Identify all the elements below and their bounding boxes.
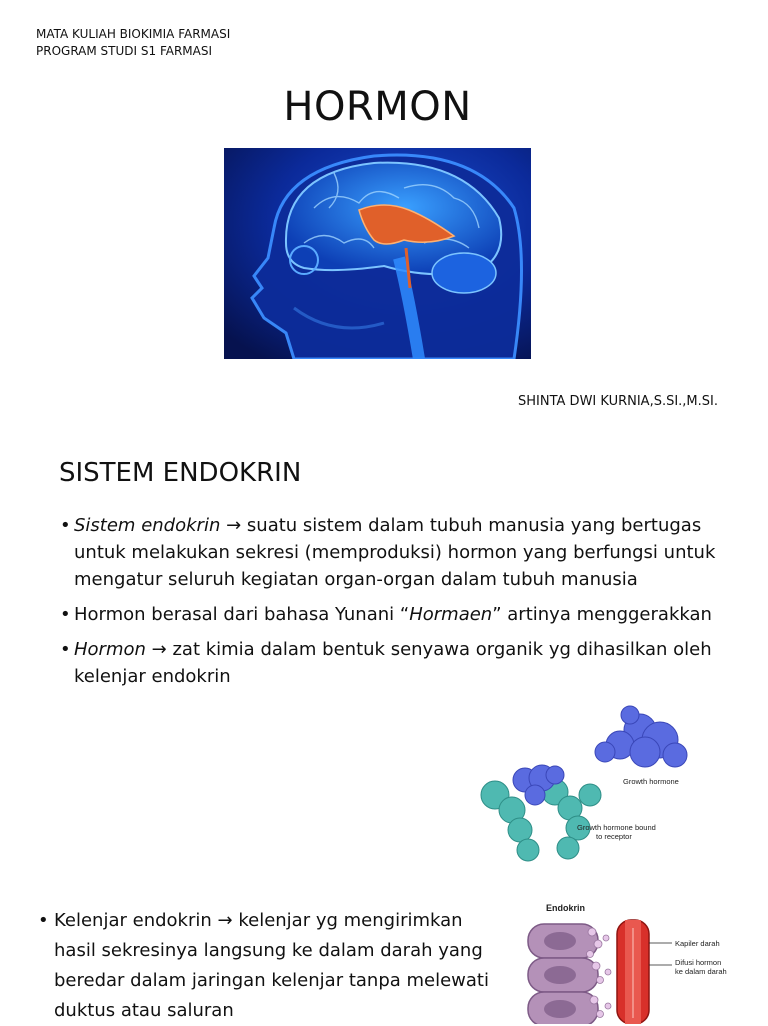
label-bound-receptor-1: Growth hormone bound (577, 823, 656, 832)
label-bound-receptor-2: to receptor (596, 832, 632, 841)
bullet-term: Kelenjar endokrin (54, 910, 212, 931)
bullet-item (38, 906, 508, 1026)
arrow-icon: → (151, 639, 167, 660)
bullet-list (60, 512, 730, 698)
bullet-term: Hormon (74, 639, 146, 660)
receptor-complex (481, 765, 601, 861)
blood-capillary (617, 920, 649, 1024)
course-header (36, 26, 230, 60)
growth-hormone-protein (595, 706, 687, 767)
label-diffusion-1: Difusi hormon (675, 958, 722, 967)
label-capillary: Kapiler darah (675, 939, 720, 948)
growth-hormone-figure (470, 700, 710, 865)
brain-illustration (224, 148, 531, 359)
bullet-text: zat kimia dalam bentuk senyawa organik yg dihasilkan oleh kelenjar endokrin (74, 639, 712, 687)
author-name: SHINTA DWI KURNIA,S.SI.,M.SI. (518, 394, 718, 409)
endocrine-figure-title: Endokrin (546, 903, 586, 913)
bullet-term: Sistem endokrin (74, 515, 221, 536)
endocrine-bullet-list (38, 906, 508, 1026)
bullet-item (60, 512, 730, 593)
page-title: HORMON (283, 84, 472, 130)
bullet-item (60, 636, 730, 690)
label-diffusion-2: ke dalam darah (675, 967, 727, 976)
bullet-term: Hormaen (409, 604, 493, 625)
gland-cells (528, 924, 611, 1024)
arrow-icon: → (217, 910, 233, 931)
endocrine-diagram (522, 898, 762, 1024)
bullet-text-pre: Hormon berasal dari bahasa Yunani “ (74, 604, 410, 625)
bullet-text-post: ” artinya menggerakkan (492, 604, 712, 625)
course-name: MATA KULIAH BIOKIMIA FARMASI (36, 27, 231, 41)
section-title: SISTEM ENDOKRIN (59, 458, 302, 488)
arrow-icon: → (226, 515, 242, 536)
bullet-text: kelenjar yg mengirimkan hasil sekresinya langsung ke dalam darah yang beredar dalam jaringan kelenjar tanpa melewati duktus atau saluran (54, 910, 489, 1021)
label-growth-hormone: Growth hormone (623, 777, 679, 786)
bullet-text: suatu sistem dalam tubuh manusia yang bertugas untuk melakukan sekresi (memproduksi) hormon yang berfungsi untuk mengatur seluruh kegiatan organ-organ dalam tubuh manusia (74, 515, 716, 590)
bullet-item (60, 601, 730, 628)
program-name: PROGRAM STUDI S1 FARMASI (36, 44, 213, 58)
